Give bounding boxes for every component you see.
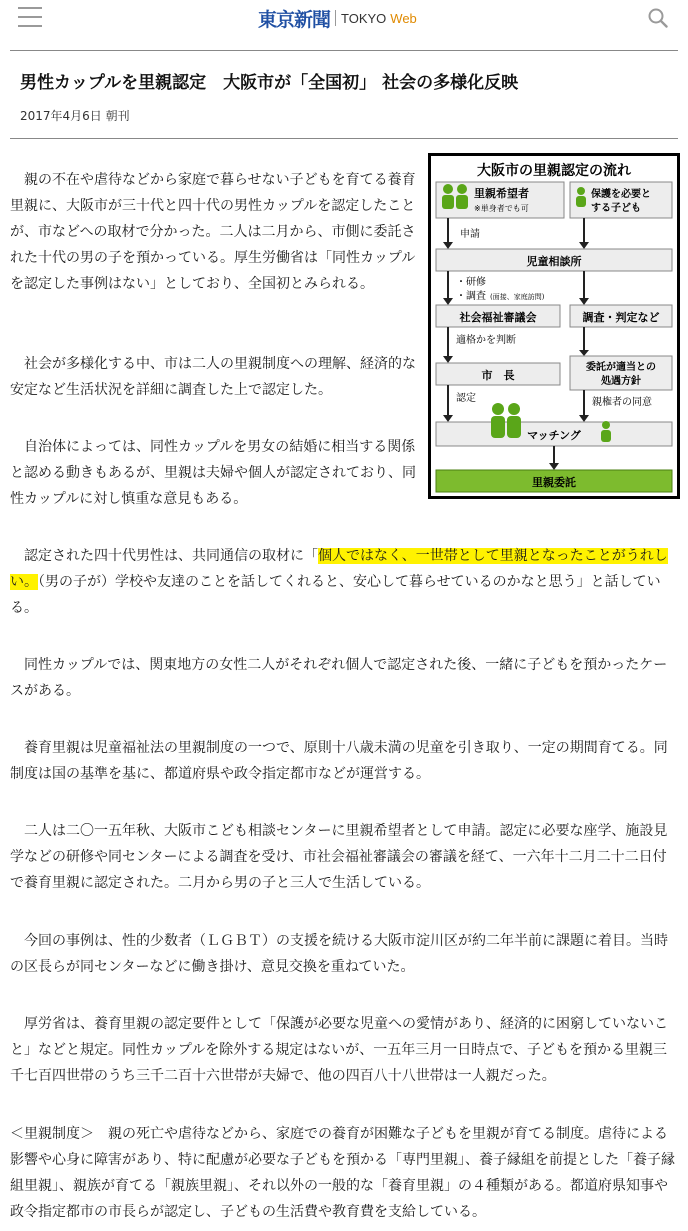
- applicant-label: 里親希望者: [474, 187, 529, 200]
- paragraph-7: 二人は二〇一五年秋、大阪市こども相談センターに里親希望者として申請。認定に必要な座学、施設見学などの研修や同センターによる調査を受け、市社会福祉審議会の審議を経て、一六年十二月二十二日付で養育里親に認定された。二月から男の子と三人で生活している。: [10, 823, 668, 891]
- quote-intro: 認定された四十代男性は、共同通信の取材に「: [24, 548, 318, 564]
- diagram-title: 大阪市の里親認定の流れ: [477, 163, 631, 179]
- paragraph-6: 養育里親は児童福祉法の里親制度の一つで、原則十八歳未満の児童を引き取り、一定の期間育てる。同制度は国の基準を基に、都道府県や政令指定都市などが運営する。: [10, 740, 668, 782]
- child-icon: [576, 187, 586, 207]
- paragraph-3: 自治体によっては、同性カップルを男女の結婚に相当する関係と認める動きもあるが、里親は夫婦や個人が認定されており、同性カップルに対し慎重な意見もある。: [10, 439, 416, 507]
- logo-jp: 東京新聞: [258, 8, 331, 31]
- foster-flow-diagram: [428, 153, 680, 499]
- header-divider: [10, 50, 678, 51]
- logo-divider: [335, 10, 336, 26]
- judge-label: 適格かを判断: [456, 335, 516, 346]
- matching-child-icon: [601, 421, 611, 442]
- search-icon[interactable]: [648, 8, 668, 28]
- paragraph-4: [10, 543, 678, 621]
- paragraph-5: 同性カップルでは、関東地方の女性二人がそれぞれ個人で認定された後、一緒に子どもを預かったケースがある。: [10, 657, 668, 699]
- survey-label: ・調査: [456, 291, 486, 302]
- child-label-1: 保護を必要と: [591, 189, 651, 200]
- quote-rest: （男の子が）学校や友達のことを話してくれると、安心して暮らせているのかなと思う」と話している。: [10, 574, 661, 616]
- consent-label: 親権者の同意: [592, 397, 652, 408]
- applicant-note: ※単身者でも可: [474, 204, 529, 213]
- child-label-2: する子ども: [591, 203, 641, 214]
- paragraph-8: 今回の事例は、性的少数者（ＬＧＢＴ）の支援を続ける大阪市淀川区が約二年半前に課題に着目。当時の区長らが同センターなどに働き掛け、意見交換を重ねていた。: [10, 933, 668, 975]
- article-date: 2017年4月6日 朝刊: [20, 109, 130, 123]
- council-label: 社会福祉審議会: [459, 311, 537, 324]
- paragraph-9: 厚労省は、養育里親の認定要件として「保護が必要な児童への愛情があり、経済的に困窮していないこと」などと規定。同性カップルを除外する規定はないが、一五年三月一日時点で、子どもを預かる里親三千七百四世帯のうち三千二百十六世帯が夫婦で、他の四百八十八世帯は一人親だった。: [10, 1016, 668, 1084]
- paragraph-2: 社会が多様化する中、市は二人の里親制度への理解、経済的な安定など生活状況を詳細に調査した上で認定した。: [10, 356, 416, 398]
- logo-web: Web: [390, 10, 417, 26]
- site-logo[interactable]: [258, 7, 417, 29]
- title-divider: [10, 138, 678, 139]
- training-label: ・研修: [456, 277, 486, 288]
- entrust-label: 里親委託: [532, 476, 576, 489]
- highlighted-quote: 個人ではなく、一世帯として里親となったことがうれしい。: [10, 548, 668, 590]
- matching-label: マッチング: [527, 429, 581, 442]
- center-label: 児童相談所: [526, 255, 582, 268]
- article-title: 男性カップルを里親認定 大阪市が「全国初」 社会の多様化反映: [20, 73, 519, 93]
- menu-icon[interactable]: [18, 7, 42, 27]
- policy-label-1: 委託が適当との: [586, 362, 656, 373]
- investigate-label: 調査・判定など: [582, 311, 660, 324]
- logo-tokyo: TOKYO: [341, 10, 387, 26]
- survey-note: (面接、家庭訪問): [490, 293, 545, 301]
- apply-label: 申請: [460, 229, 480, 240]
- mayor-label: 市 長: [481, 369, 515, 382]
- policy-label-2: 処遇方針: [601, 376, 641, 387]
- site-header: [0, 0, 688, 38]
- paragraph-1: 親の不在や虐待などから家庭で暮らせない子どもを育てる養育里親に、大阪市が三十代と四十代の男性カップルを認定したことが、市などへの取材で分かった。二人は二月から、市側に委託された十代の男の子を預かっている。厚生労働省は「同性カップルを認定した事例はない」としており、全国初とみられる。: [10, 172, 416, 292]
- paragraph-10: ＜里親制度＞ 親の死亡や虐待などから、家庭での養育が困難な子どもを里親が育てる制度。虐待による影響や心身に障害があり、特に配慮が必要な子どもを預かる「専門里親」、養子縁組を前提とした「養子縁組里親」、親族が育てる「親族里親」、それ以外の一般的な「養育里親」の４種類がある。都道府県知事や政令指定都市の市長らが認定し、子どもの生活費や教育費を支給している。: [10, 1126, 675, 1220]
- certify-label: 認定: [456, 393, 476, 404]
